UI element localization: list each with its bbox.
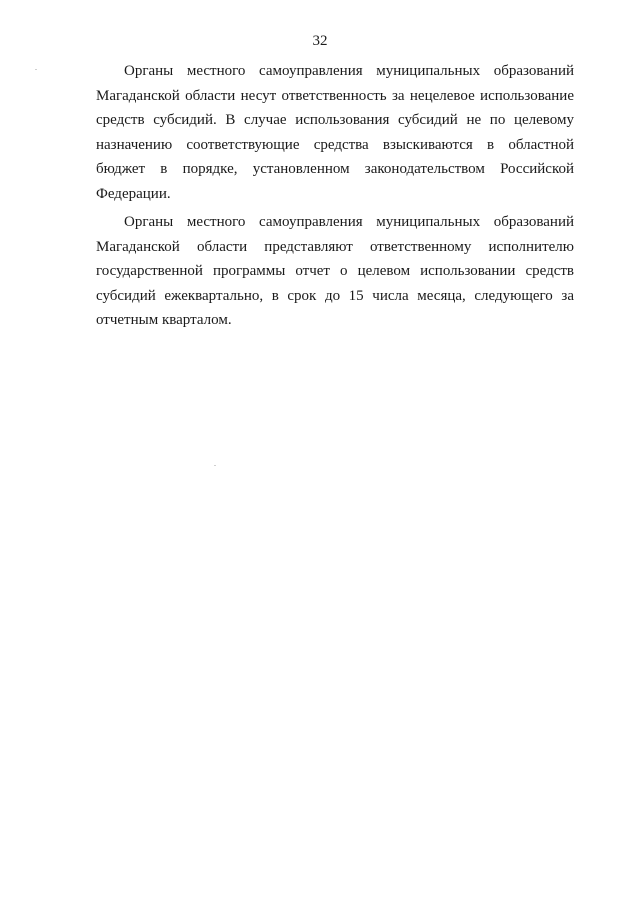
- scan-artifact: [214, 465, 216, 466]
- page-number: 32: [312, 33, 328, 49]
- document-body: [96, 59, 574, 337]
- scan-artifact: [35, 69, 37, 70]
- paragraph-reporting: Органы местного самоуправления муниципальных образований Магаданской области представляют ответственному исполнителю государственной программы отчет о целевом использовании средств субсидий ежеквартально, в срок до 15 числа месяца, следующего за отчетным кварталом.: [96, 214, 574, 328]
- paragraph-responsibility: Органы местного самоуправления муниципальных образований Магаданской области несут ответственность за нецелевое использование средств субсидий. В случае использования субсидий не по целевому назначению соответствующие средства взыскиваются в областной бюджет в порядке, установленном законодательством Российской Федерации.: [96, 63, 574, 202]
